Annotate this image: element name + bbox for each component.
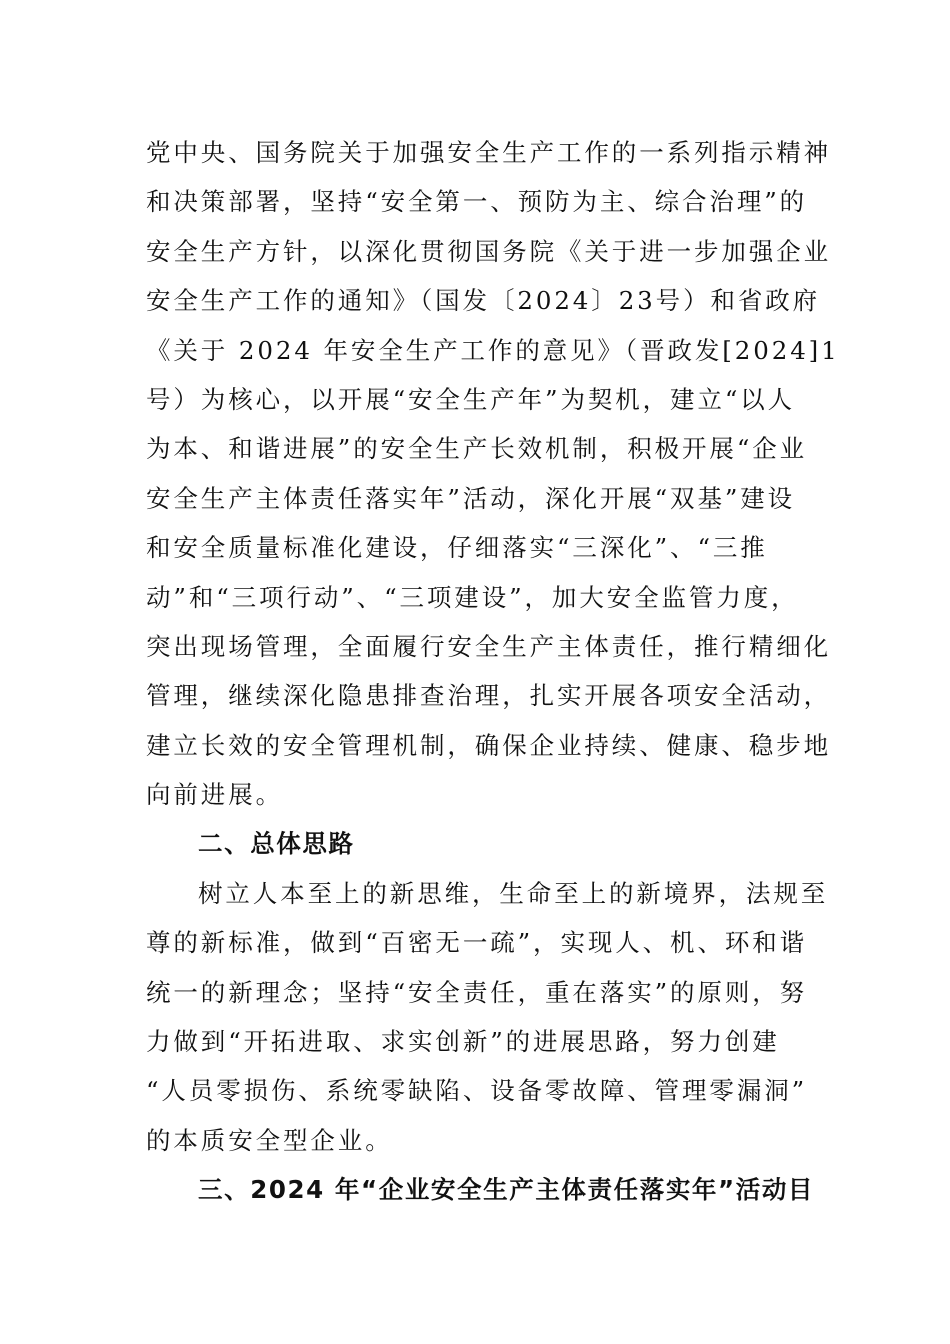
text-line: 力做到“开拓进取、求实创新”的进展思路，努力创建 xyxy=(146,1027,780,1057)
section-heading-activity-goals: 三、2024 年“企业安全生产主体责任落实年”活动目 xyxy=(198,1175,815,1205)
text-line: 的本质安全型企业。 xyxy=(146,1125,393,1155)
text-line: 和决策部署，坚持“安全第一、预防为主、综合治理”的 xyxy=(146,187,808,217)
text-line: 《关于 2024 年安全生产工作的意见》（晋政发[2024]1 xyxy=(146,335,840,365)
text-line: 尊的新标准，做到“百密无一疏”，实现人、机、环和谐 xyxy=(146,928,808,958)
text-line: 安全生产工作的通知》（国发〔2024〕23号）和省政府 xyxy=(146,286,821,316)
text-line: 树立人本至上的新思维，生命至上的新境界，法规至 xyxy=(198,878,829,908)
text-line: 和安全质量标准化建设，仔细落实“三深化”、“三推 xyxy=(146,533,768,563)
text-line: 统一的新理念；坚持“安全责任，重在落实”的原则，努 xyxy=(146,977,808,1007)
document-body xyxy=(146,128,840,1215)
overall-approach-paragraph xyxy=(146,869,836,1165)
guiding-ideology-paragraph xyxy=(146,128,840,819)
text-line: 为本、和谐进展”的安全生产长效机制，积极开展“企业 xyxy=(146,434,808,464)
text-line: 动”和“三项行动”、“三项建设”，加大安全监管力度， xyxy=(146,582,799,612)
text-line: 党中央、国务院关于加强安全生产工作的一系列指示精神 xyxy=(146,138,831,167)
text-line: 号）为核心，以开展“安全生产年”为契机，建立“以人 xyxy=(146,384,796,414)
section-heading-overall-approach: 二、总体思路 xyxy=(198,829,355,859)
text-line: 管理，继续深化隐患排查治理，扎实开展各项安全活动， xyxy=(146,681,831,711)
text-line: 安全生产方针，以深化贯彻国务院《关于进一步加强企业 xyxy=(146,236,831,266)
text-line: 向前进展。 xyxy=(146,780,283,810)
text-line: 突出现场管理，全面履行安全生产主体责任，推行精细化 xyxy=(146,631,831,661)
text-line: “人员零损伤、系统零缺陷、设备零故障、管理零漏洞” xyxy=(146,1076,808,1106)
text-line: 建立长效的安全管理机制，确保企业持续、健康、稳步地 xyxy=(146,730,831,760)
text-line: 安全生产主体责任落实年”活动，深化开展“双基”建设 xyxy=(146,483,796,513)
